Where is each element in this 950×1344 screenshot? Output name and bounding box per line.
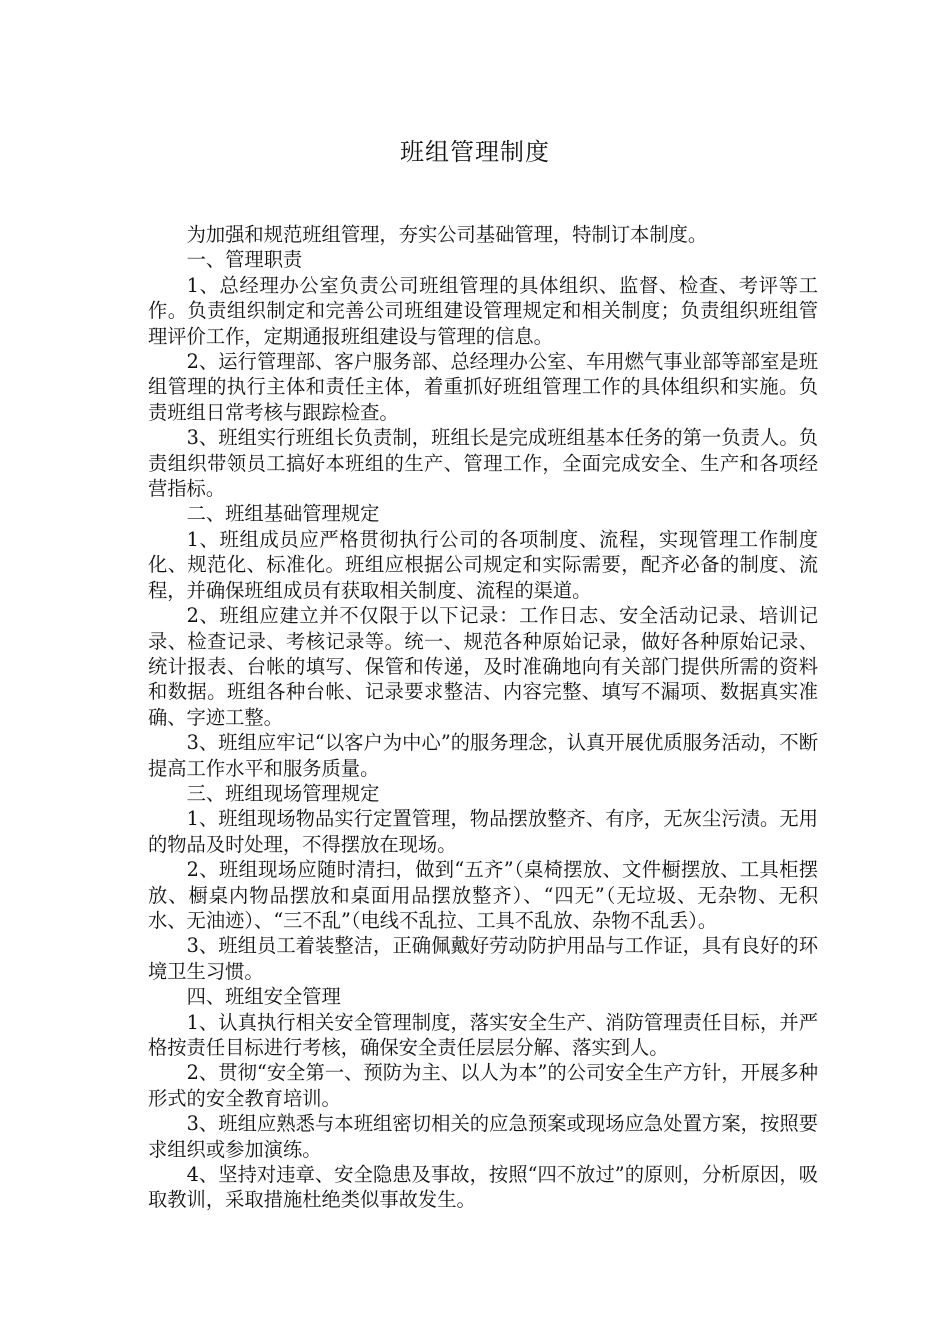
paragraph: 4、坚持对违章、安全隐患及事故，按照“四不放过”的原则，分析原因，吸取教训，采取措施杜绝类似事故发生。 <box>148 1163 818 1212</box>
paragraph: 1、总经理办公室负责公司班组管理的具体组织、监督、检查、考评等工作。负责组织制定和完善公司班组建设管理规定和相关制度；负责组织班组管理评价工作，定期通报班组建设与管理的信息。 <box>148 273 818 348</box>
paragraph: 2、班组应建立并不仅限于以下记录：工作日志、安全活动记录、培训记录、检查记录、考核记录等。统一、规范各种原始记录，做好各种原始记录、统计报表、台帐的填写、保管和传递，及时准确地向有关部门提供所需的资料和数据。班组各种台帐、记录要求整洁、内容完整、填写不漏项、数据真实准确、字迹工整。 <box>148 604 818 729</box>
page-title: 班组管理制度 <box>400 138 550 166</box>
section-heading-responsibilities: 一、管理职责 <box>186 248 303 272</box>
section-heading-basic-rules: 二、班组基础管理规定 <box>186 502 380 526</box>
document-body <box>148 222 818 1213</box>
paragraph: 3、班组应牢记“以客户为中心”的服务理念，认真开展优质服务活动，不断提高工作水平和服务质量。 <box>148 731 818 780</box>
section-heading-site-management: 三、班组现场管理规定 <box>186 781 380 805</box>
paragraph: 3、班组实行班组长负责制，班组长是完成班组基本任务的第一负责人。负责组织带领员工搞好本班组的生产、管理工作，全面完成安全、生产和各项经营指标。 <box>148 426 818 501</box>
paragraph: 1、班组成员应严格贯彻执行公司的各项制度、流程，实现管理工作制度化、规范化、标准化。班组应根据公司规定和实际需要，配齐必备的制度、流程，并确保班组成员有获取相关制度、流程的渠道。 <box>148 527 818 602</box>
paragraph: 2、贯彻“安全第一、预防为主、以人为本”的公司安全生产方针，开展多种形式的安全教育培训。 <box>148 1061 818 1110</box>
paragraph: 3、班组应熟悉与本班组密切相关的应急预案或现场应急处置方案，按照要求组织或参加演练。 <box>148 1112 818 1161</box>
paragraph: 1、认真执行相关安全管理制度，落实安全生产、消防管理责任目标，并严格按责任目标进行考核，确保安全责任层层分解、落实到人。 <box>148 1010 818 1059</box>
paragraph: 2、班组现场应随时清扫，做到“五齐”（桌椅摆放、文件橱摆放、工具柜摆放、橱桌内物品摆放和桌面用品摆放整齐）、“四无”（无垃圾、无杂物、无积水、无油迹）、“三不乱”（电线不乱拉、工具不乱放、杂物不乱丢）。 <box>148 858 818 932</box>
paragraph: 3、班组员工着装整洁，正确佩戴好劳动防护用品与工作证，具有良好的环境卫生习惯。 <box>148 934 818 983</box>
section-heading-safety: 四、班组安全管理 <box>186 985 341 1009</box>
paragraph: 2、运行管理部、客户服务部、总经理办公室、车用燃气事业部等部室是班组管理的执行主体和责任主体，着重抓好班组管理工作的具体组织和实施。负责班组日常考核与跟踪检查。 <box>148 350 818 424</box>
intro-paragraph: 为加强和规范班组管理，夯实公司基础管理，特制订本制度。 <box>186 223 708 246</box>
paragraph: 1、班组现场物品实行定置管理，物品摆放整齐、有序，无灰尘污渍。无用的物品及时处理，不得摆放在现场。 <box>148 807 818 856</box>
